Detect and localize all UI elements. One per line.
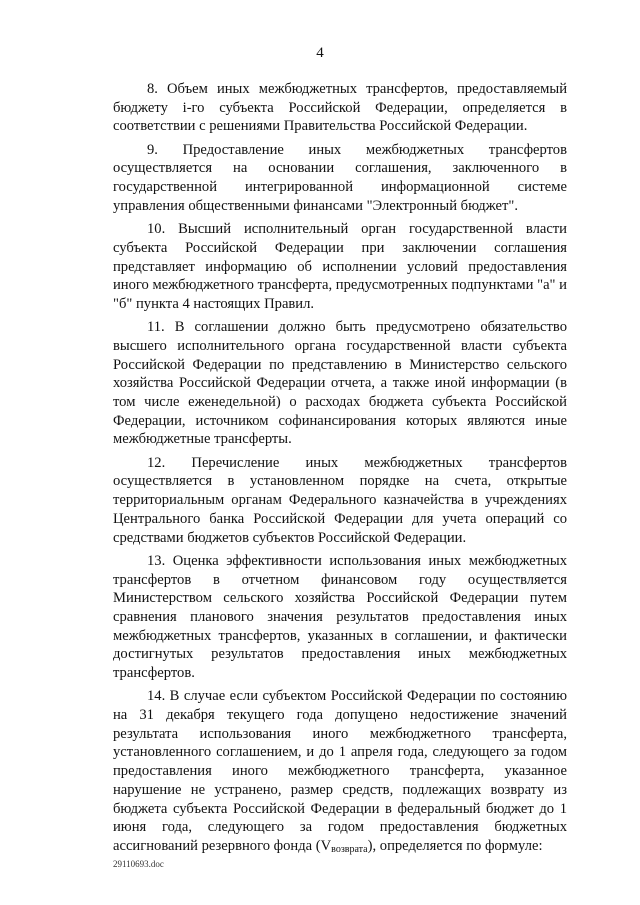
paragraph-13: 13. Оценка эффективности использования иных межбюджетных трансфертов в отчетном финансовом году осуществляется Министерством сельского хозяйства Российской Федерации путем сравнения планового значения результатов предоставления иных межбюджетных трансфертов, указанных в соглашении, и фактически достигнутых результатов предоставления иных межбюджетных трансфертов. bbox=[113, 552, 567, 682]
page-number: 4 bbox=[316, 45, 324, 61]
paragraph-12: 12. Перечисление иных межбюджетных трансфертов осуществляется в установленном порядке на счета, открытые территориальным органам Федерального казначейства в учреждениях Центрального банка Российской Федерации для учета операций со средствами бюджетов субъектов Российской Федерации. bbox=[113, 454, 567, 546]
paragraph-14-text: 14. В случае если субъектом Российской Федерации по состоянию на 31 декабря текущего года допущено недостижение значений результата использования иного межбюджетного трансферта, установленного соглашением, и до 1 апреля года, следующего за годом предоставления иного межбюджетного трансферта, указанное нарушение не устранено, размер средств, подлежащих возврату из бюджета субъекта Российской Федерации в федеральный бюджет до 1 июня года, следующего за годом предоставления бюджетных ассигнований резервного фонда (V bbox=[113, 688, 567, 854]
paragraph-9: 9. Предоставление иных межбюджетных трансфертов осуществляется на основании соглашения, заключенного в государственной интегрированной информационной системе управления общественными финансами "Электронный бюджет". bbox=[113, 141, 567, 214]
paragraph-10: 10. Высший исполнительный орган государственной власти субъекта Российской Федерации при заключении соглашения представляет информацию об исполнении условий предоставления иного межбюджетного трансферта, предусмотренных подпунктами "а" и "б" пункта 4 настоящих Правил. bbox=[113, 221, 567, 312]
footer-doc-id: 29110693.doc bbox=[113, 859, 164, 869]
paragraph-8: 8. Объем иных межбюджетных трансфертов, предоставляемый бюджету i-го субъекта Российской Федерации, определяется в соответствии с решениями Правительства Российской Федерации. bbox=[113, 81, 567, 135]
paragraph-11: 11. В соглашении должно быть предусмотрено обязательство высшего исполнительного органа государственной власти субъекта Российской Федерации по представлению в Министерство сельского хозяйства Российской Федерации отчета, а также иной информации (в том числе еженедельной) о расходах бюджета субъекта Российской Федерации, источником софинансирования которых являются иные межбюджетные трансферты. bbox=[113, 319, 567, 448]
paragraph-14-ending: ), определяется по формуле: bbox=[367, 837, 543, 854]
document-body bbox=[113, 80, 567, 864]
paragraph-14 bbox=[113, 687, 567, 859]
v-subscript: возврата bbox=[331, 843, 368, 855]
